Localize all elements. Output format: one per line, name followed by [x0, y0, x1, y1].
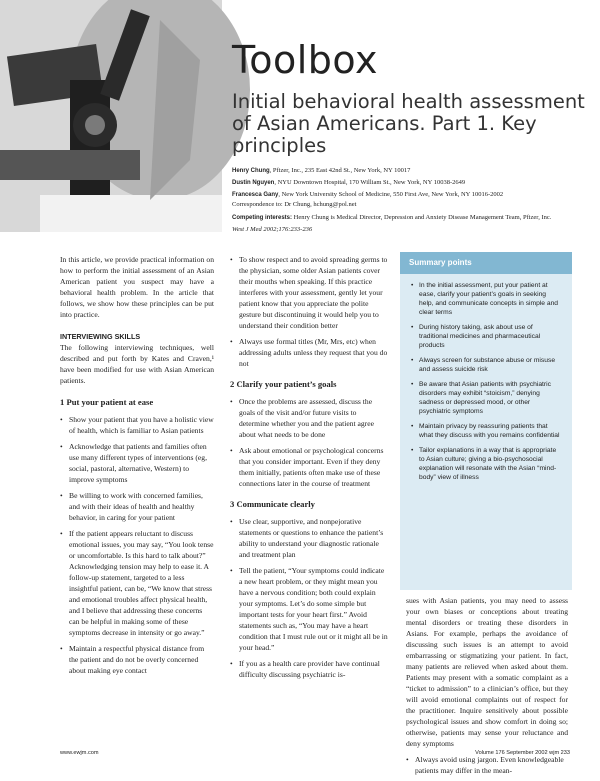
list-item: • Tell the patient, “Your symptoms could indicate a new heart problem, or they might mean you have a nervous condition; both could explain your symptoms. Let’s do some simple but important tests for your heart first.” Avoid statements such as, “You may have a heart condition that I must rule out or it might all be in your head.” — [230, 565, 388, 653]
microscope-icon — [0, 0, 222, 232]
competing-text: Henry Chung is Medical Director, Depression and Anxiety Disease Management Team, Pfizer, Inc. — [292, 214, 552, 221]
section-3-list — [230, 516, 388, 680]
skills-paragraph: The following interviewing techniques, well described and put forth by Kates and Craven,¹ have been modified for use with Asian American patients. — [60, 343, 214, 385]
correspondence: Correspondence to: Dr Chung, hchung@pol.net — [232, 201, 357, 208]
author-name: Dustin Nguyen — [232, 180, 275, 186]
author-affiliation: , New York University School of Medicine, 550 First Ave, New York, NY 10016-2002 — [278, 191, 504, 198]
footer-page-info: Volume 176 September 2002 wjm 233 — [475, 750, 570, 756]
list-item: • To show respect and to avoid spreading germs to the physician, some older Asian patients cover their mouths when speaking. If this practice interferes with your assessment, gently let your patient know that you appreciate the polite gesture but discontinuing it would help you to understand their condition better — [230, 254, 388, 331]
section-1-heading: 1 Put your patient at ease — [60, 397, 154, 407]
summary-list — [400, 274, 572, 482]
list-item: • Be willing to work with concerned families, and with their ideas of health and healthy behavior, in caring for your patient — [60, 490, 214, 523]
summary-point: • Always screen for substance abuse or misuse and assess suicide risk — [411, 356, 562, 374]
competing-interests — [232, 214, 592, 222]
footer-url: www.ewjm.com — [60, 750, 99, 756]
author-line — [232, 189, 592, 201]
summary-point: • Maintain privacy by reassuring patients that what they discuss with you remains confidential — [411, 422, 562, 440]
list-item: • Ask about emotional or psychological concerns that you consider important. Even if they deny them initially, patients often make use of these connections later in the course of treatment — [230, 445, 388, 489]
author-list — [232, 165, 592, 201]
section-1-list — [60, 414, 214, 676]
author-affiliation: , NYU Downtown Hospital, 170 William St., New York, NY 10038-2649 — [274, 179, 466, 186]
summary-heading: Summary points — [400, 252, 572, 274]
citation: West J Med 2002;176:233-236 — [232, 226, 313, 233]
header-photo — [0, 0, 222, 232]
summary-point: • In the initial assessment, put your patient at ease, clarify your patient’s goals in seeking help, and communicate concepts in simple and clear terms — [411, 281, 562, 317]
intro-paragraph: In this article, we provide practical information on how to perform the initial assessment of an Asian American patient you suspect may have a behavioral health problem. In the article that follows, we show how these principles can be put into practice. — [60, 255, 214, 319]
list-item: • Acknowledge that patients and families often use many different types of interventions (eg, social, pastoral, alternative, Western) to improve symptoms — [60, 441, 214, 485]
list-item: • If you as a health care provider have continual difficulty discussing psychiatric is- — [230, 658, 388, 680]
author-affiliation: , Pfizer, Inc., 235 East 42nd St., New York, NY 10017 — [269, 167, 411, 174]
article-title: Initial behavioral health assessment of Asian Americans. Part 1. Key principles — [232, 90, 585, 157]
list-item: • If the patient appears reluctant to discuss emotional issues, you may say, “You look tense or uncomfortable. Is this hard to talk about?” Acknowledging tension may help to ease it. A follow-up statement, targeted to a less insightful patient, can be, “We know that stress and emotional troubles affect physical health, and I believe that addressing these concerns can be helpful in making some of these symptoms decrease in intensity or go away.” — [60, 528, 214, 638]
column-2 — [230, 254, 388, 685]
continued-paragraph: sues with Asian patients, you may need to assess your own biases or conceptions about treating mental disorders or treating these disorders in Asians. For example, perhaps the avoidance of discussing such issues is an attempt to avoid embarrassing or stigmatizing your patient. In fact, many patients are relieved when asked about them. Patients may present with a somatic complaint as a “ticket to admission” to a clinician’s office, but they will avoid emotional complaints out of respect for the practitioner. Inquire sensitively about possible psychological issues and show comfort in doing so; otherwise, patients may sense your reluctance and deny symptoms — [406, 596, 568, 748]
section-1-list-continued — [230, 254, 388, 369]
list-item: • Always avoid using jargon. Even knowledgeable patients may differ in the mean- — [406, 754, 568, 776]
interviewing-skills-heading: INTERVIEWING SKILLS — [60, 332, 141, 341]
summary-points-box — [400, 252, 572, 590]
summary-point: • Tailor explanations in a way that is appropriate to Asian culture; giving a bio-psychosocial explanation will resonate with the Asian “mind-body” view of illness — [411, 446, 562, 482]
section-2-list — [230, 396, 388, 489]
author-name: Henry Chung — [232, 168, 270, 174]
list-item: • Use clear, supportive, and nonpejorative statements or questions to enhance the patient’s ability to understand your diagnostic rationale and treatment plan — [230, 516, 388, 560]
author-name: Francesca Gany — [232, 192, 279, 198]
list-item: • Always use formal titles (Mr, Mrs, etc) when addressing adults unless they request that you do not — [230, 336, 388, 369]
section-3-heading: 3 Communicate clearly — [230, 499, 315, 509]
column-3-list — [406, 754, 568, 776]
section-title: Toolbox — [232, 38, 378, 82]
summary-point: • Be aware that Asian patients with psychiatric disorders may exhibit “stoicism,” denying sadness or depressed mood, or other psychiatric symptoms — [411, 380, 562, 416]
section-2-heading: 2 Clarify your patient’s goals — [230, 379, 337, 389]
list-item: • Maintain a respectful physical distance from the patient and do not be overly concerned about making eye contact — [60, 643, 214, 676]
summary-point: • During history taking, ask about use of traditional medicines and pharmaceutical products — [411, 323, 562, 350]
list-item: • Once the problems are assessed, discuss the goals of the visit and/or future visits to determine whether you and the patient agree about what needs to be done — [230, 396, 388, 440]
column-1 — [60, 254, 214, 681]
author-line — [232, 165, 592, 177]
list-item: • Show your patient that you have a holistic view of health, which is familiar to Asian patients — [60, 414, 214, 436]
competing-label: Competing interests: — [232, 215, 293, 221]
author-line — [232, 177, 592, 189]
